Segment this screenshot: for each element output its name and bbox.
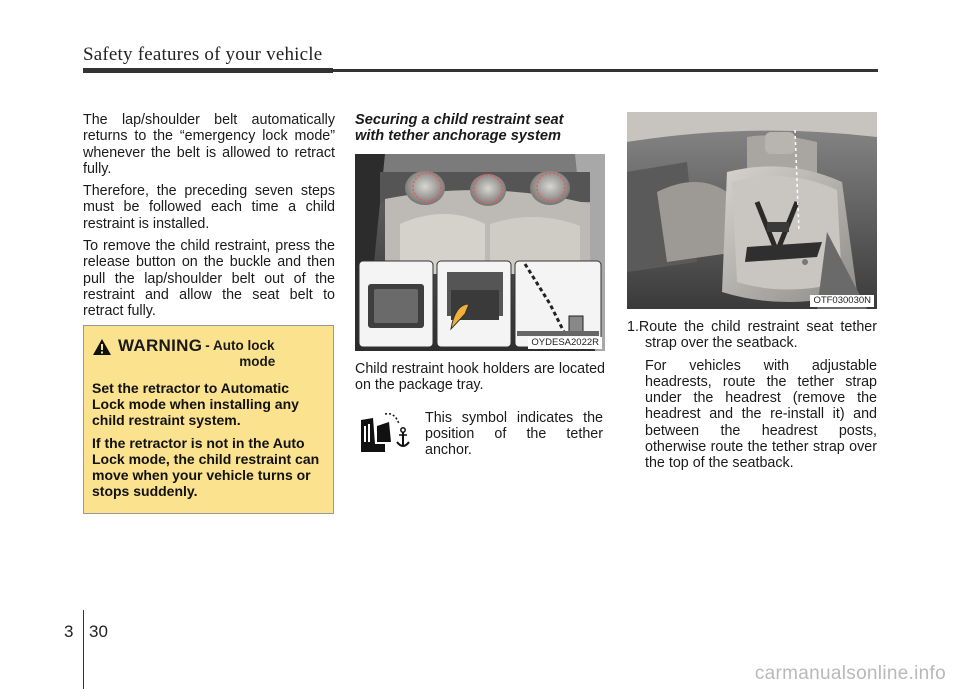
figure-code: OYDESA2022R	[528, 337, 602, 349]
warning-subtitle: - Auto lock mode	[205, 338, 276, 369]
warning-box	[83, 325, 334, 514]
tether-symbol-row	[355, 410, 605, 465]
package-tray-figure	[355, 154, 605, 351]
page-header-title: Safety features of your vehicle	[83, 44, 323, 65]
step-1	[627, 319, 877, 472]
header-rule	[83, 69, 878, 72]
paragraph-1: The lap/shoulder belt automatically returns to the “emergency lock mode” whenever the belt is allowed to retract fully.	[83, 112, 335, 177]
figure-code: OTF030030N	[810, 295, 874, 307]
warning-triangle-icon	[92, 338, 112, 356]
footer-rule	[83, 610, 84, 689]
column-middle	[355, 112, 605, 464]
chapter-number: 3	[64, 622, 74, 641]
step-1-text: 1.Route the child restraint seat tether strap over the seatback.	[627, 319, 877, 352]
column-left	[83, 112, 335, 326]
section-heading: Securing a child restraint seat with tether anchorage system	[355, 112, 564, 144]
symbol-description: This symbol indicates the position of the tether anchor.	[425, 409, 603, 459]
page-number: 30	[89, 622, 108, 641]
package-tray-photo	[355, 154, 605, 351]
child-seat-figure	[627, 112, 877, 309]
watermark: carmanualsonline.info	[754, 663, 946, 684]
warning-paragraph-1: Set the retractor to Automatic Lock mode when installing any child restraint system.	[92, 380, 299, 429]
warning-paragraph-2: If the retractor is not in the Auto Lock mode, the child restraint can move when your vehicle turns or stops suddenly.	[92, 434, 320, 500]
paragraph-2: Therefore, the preceding seven steps must be followed each time a child restraint is installed.	[83, 183, 335, 232]
figure-caption: Child restraint hook holders are located on the package tray.	[355, 361, 605, 394]
tether-anchor-icon	[355, 410, 413, 456]
column-right	[627, 112, 877, 478]
child-seat-photo	[627, 112, 877, 309]
warning-title: WARNING	[118, 336, 203, 355]
step-1-detail: For vehicles with adjustable headrests, route the tether strap under the headrest (remove the headrest and the re-install it) and between the headrest posts, otherwise route the tether strap over the top of the seatback.	[645, 357, 877, 472]
paragraph-3: To remove the child restraint, press the release button on the buckle and then pull the lap/shoulder belt out of the restraint and allow the seat belt to retract fully.	[83, 238, 335, 320]
